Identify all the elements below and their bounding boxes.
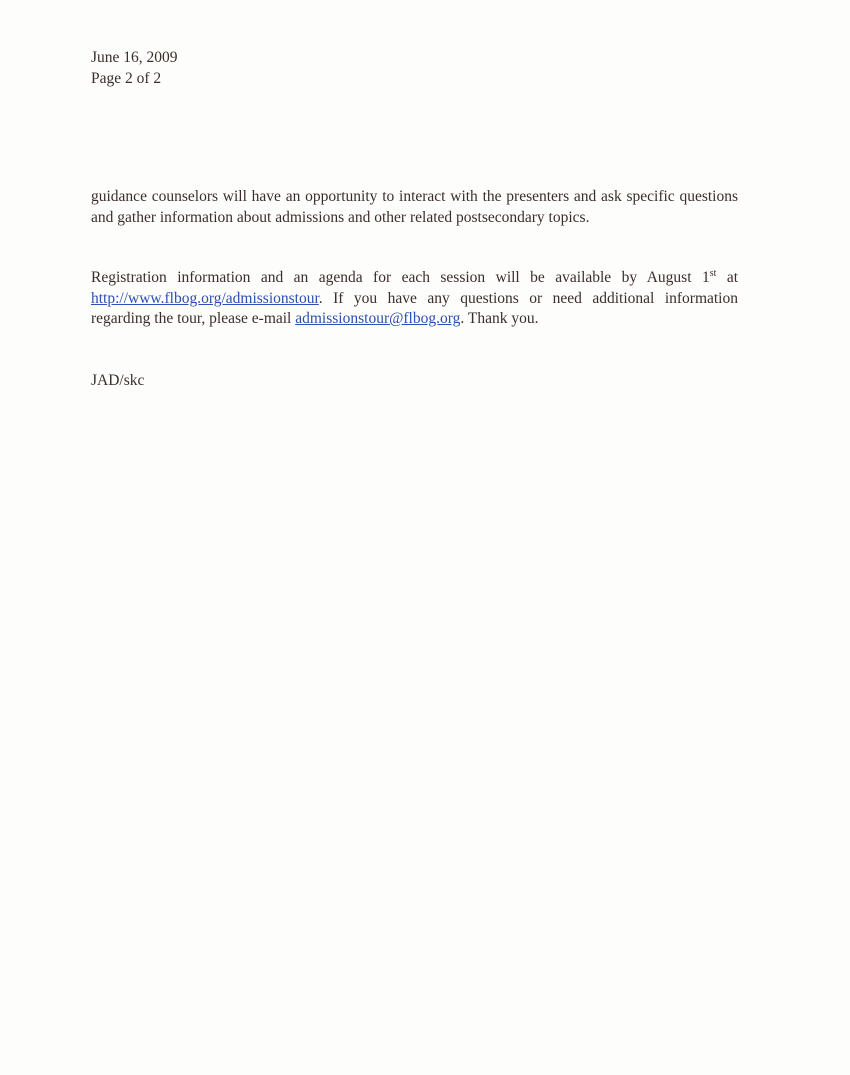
signature-initials: JAD/skc: [91, 372, 145, 389]
registration-text-1: Registration information and an agenda for each session will be available by August 1: [91, 269, 710, 286]
header-page-number: Page 2 of 2: [91, 70, 162, 87]
registration-text-4: . Thank you.: [460, 310, 539, 327]
registration-text-2: at: [716, 269, 739, 286]
paragraph-registration: [91, 268, 738, 330]
admissions-tour-email-link[interactable]: admissionstour@flbog.org: [295, 310, 461, 327]
paragraph-guidance-counselors: guidance counselors will have an opportunity to interact with the presenters and ask specific questions and gather information about admissions and other related postsecondary topics.: [91, 188, 738, 226]
admissions-tour-url-link[interactable]: http://www.flbog.org/admissionstour: [91, 289, 319, 307]
registration-text-3: . If you have any questions or need additional information regarding the tour, please e-mail: [91, 289, 738, 327]
letter-header: [91, 47, 178, 89]
header-date: June 16, 2009: [91, 49, 178, 66]
ordinal-suffix: st: [709, 268, 717, 279]
